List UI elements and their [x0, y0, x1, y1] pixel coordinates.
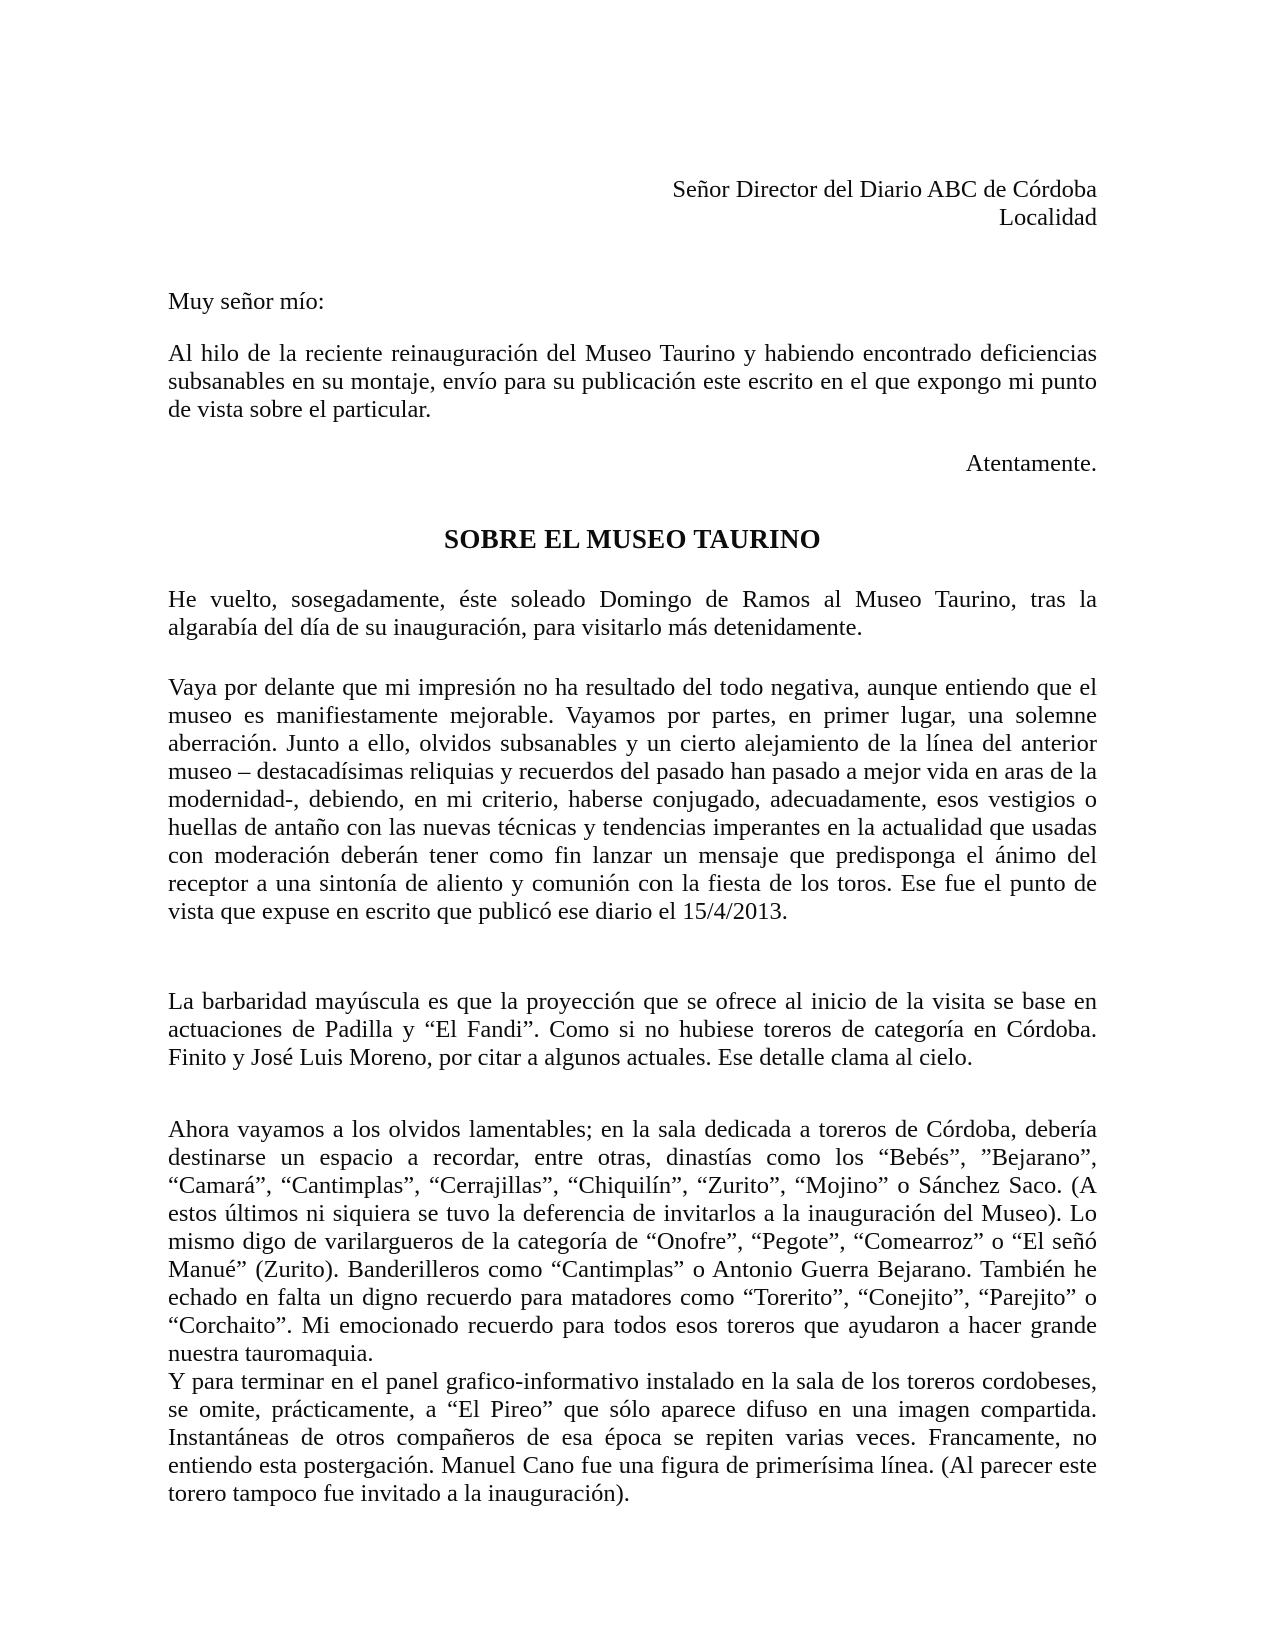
article-paragraph-3: La barbaridad mayúscula es que la proyección que se ofrece al inicio de la visita se base en actuaciones de Padilla y “El Fandi”. Como si no hubiese toreros de categoría en Córdoba. Finito y José Luis Moreno, por citar a algunos actuales. Ese detalle clama al cielo.	[168, 988, 1097, 1071]
article-paragraph-4: Ahora vayamos a los olvidos lamentables; en la sala dedicada a toreros de Córdoba, debería destinarse un espacio a recordar, entre otras, dinastías como los “Bebés”, ”Bejarano”, “Camará”, “Cantimplas”, “Cerrajillas”, “Chiquilín”, “Zurito”, “Mojino” o Sánchez Saco. (A estos últimos ni siquiera se tuvo la deferencia de invitarlos a la inauguración del Museo). Lo mismo digo de varilargueros de la categoría de “Onofre”, “Pegote”, “Comearroz” o “El señó Manué” (Zurito). Banderilleros como “Cantimplas” o Antonio Guerra Bejarano. También he echado en falta un digno recuerdo para matadores como “Torerito”, “Conejito”, “Parejito” o “Corchaito”. Mi emocionado recuerdo para todos esos toreros que ayudaron a hacer grande nuestra tauromaquia.	[168, 1116, 1097, 1367]
recipient-line-2: Localidad	[999, 204, 1097, 231]
article-paragraph-1: He vuelto, sosegadamente, éste soleado Domingo de Ramos al Museo Taurino, tras la algarabía del día de su inauguración, para visitarlo más detenidamente.	[168, 586, 1097, 641]
recipient-block	[168, 176, 1097, 232]
recipient-line-1: Señor Director del Diario ABC de Córdoba	[672, 176, 1097, 203]
article-paragraph-2: Vaya por delante que mi impresión no ha resultado del todo negativa, aunque entiendo que el museo es manifiestamente mejorable. Vayamos por partes, en primer lugar, una solemne aberración. Junto a ello, olvidos subsanables y un cierto alejamiento de la línea del anterior museo – destacadísimas reliquias y recuerdos del pasado han pasado a mejor vida en aras de la modernidad-, debiendo, en mi criterio, haberse conjugado, adecuadamente, esos vestigios o huellas de antaño con las nuevas técnicas y tendencias imperantes en la actualidad que usadas con moderación deberán tener como fin lanzar un mensaje que predisponga el ánimo del receptor a una sintonía de aliento y comunión con la fiesta de los toros. Ese fue el punto de vista que expuse en escrito que publicó ese diario el 15/4/2013.	[168, 674, 1097, 925]
article-title: SOBRE EL MUSEO TAURINO	[444, 524, 821, 554]
closing-line: Atentamente.	[965, 450, 1097, 477]
salutation: Muy señor mío:	[168, 288, 325, 315]
article-paragraph-group	[168, 1116, 1097, 1508]
article-paragraph-5: Y para terminar en el panel grafico-informativo instalado en la sala de los toreros cordobeses, se omite, prácticamente, a “El Pireo” que sólo aparece difuso en una imagen compartida. Instantáneas de otros compañeros de esa época se repiten varias veces. Francamente, no entiendo esta postergación. Manuel Cano fue una figura de primerísima línea. (Al parecer este torero tampoco fue invitado a la inauguración).	[168, 1368, 1097, 1507]
intro-paragraph: Al hilo de la reciente reinauguración del Museo Taurino y habiendo encontrado deficiencias subsanables en su montaje, envío para su publicación este escrito en el que expongo mi punto de vista sobre el particular.	[168, 340, 1097, 423]
